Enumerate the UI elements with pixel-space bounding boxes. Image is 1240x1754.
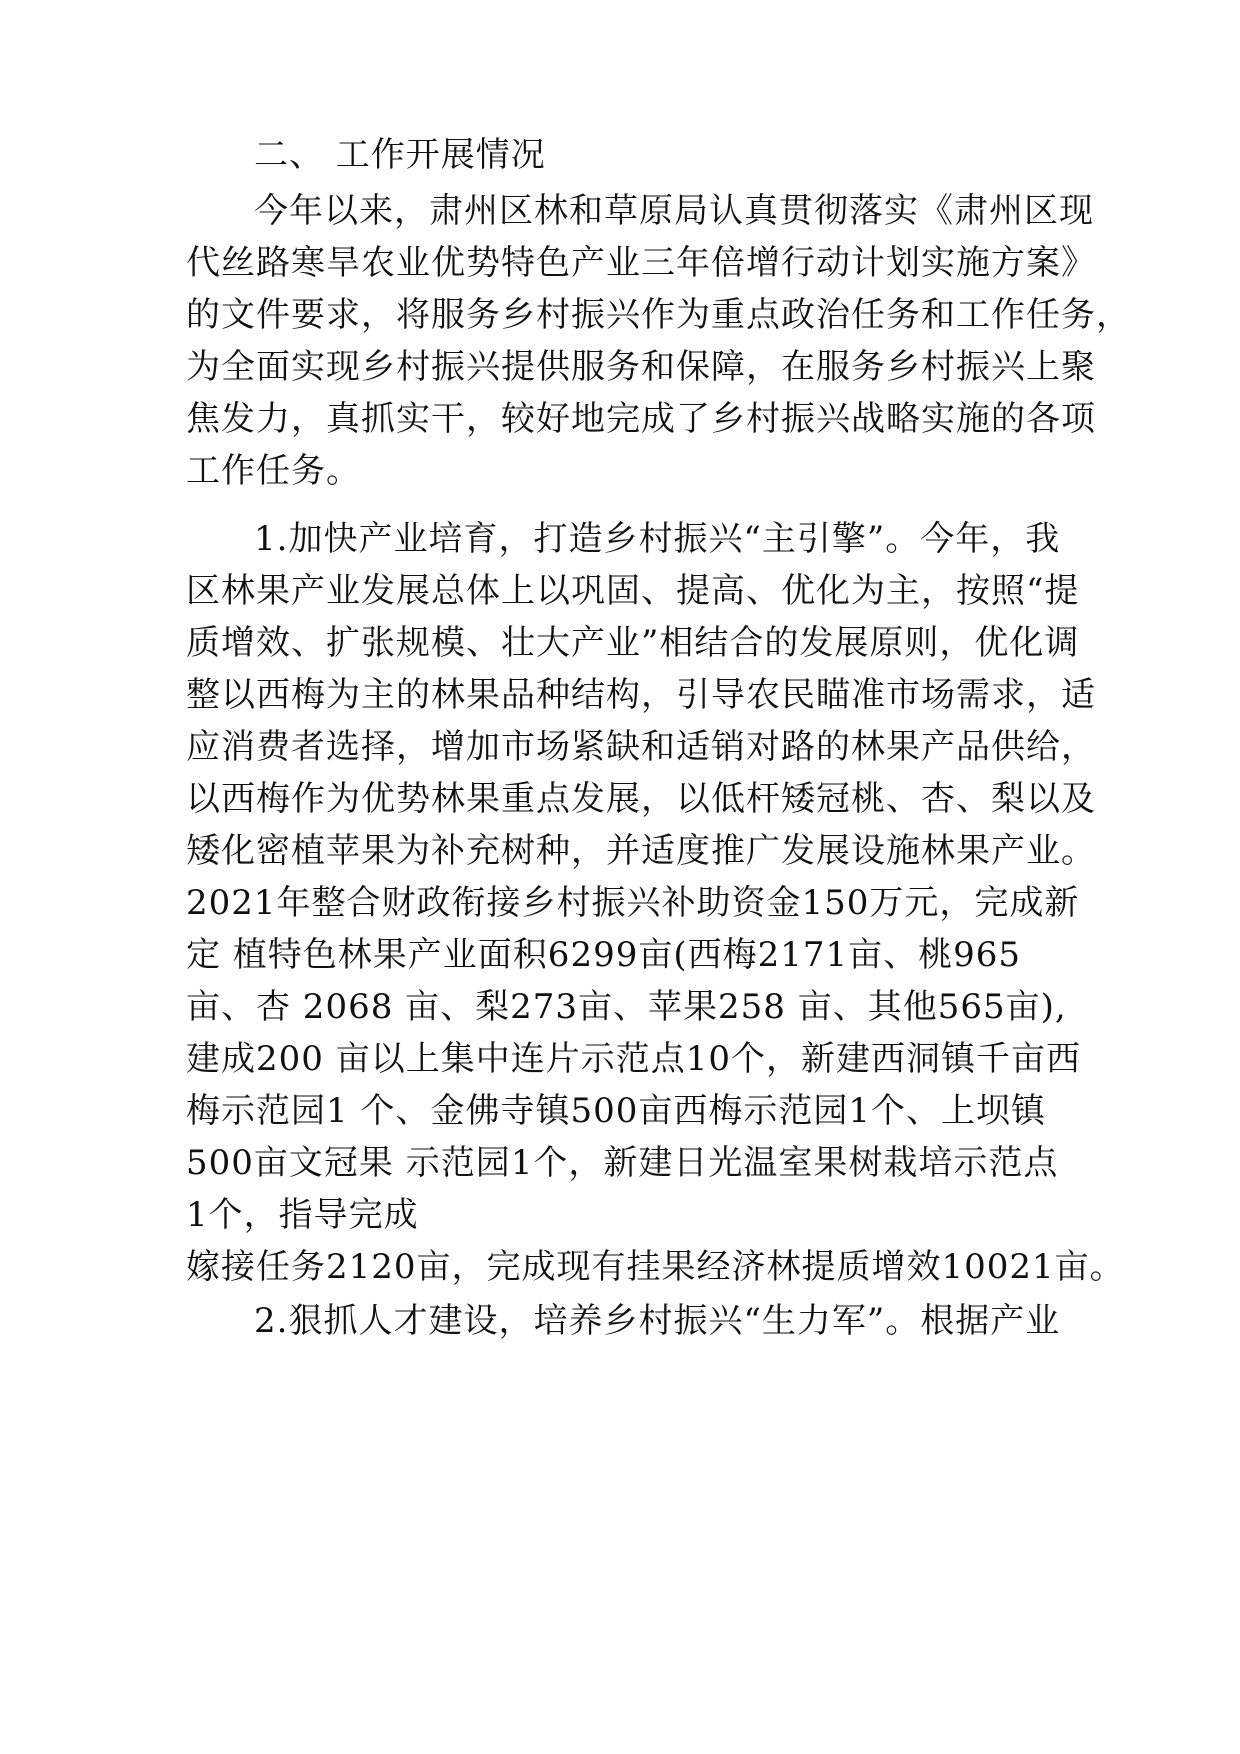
item1-line-13: 500亩文冠果 示范园1个，新建日光温室果树栽培示范点 (186, 1143, 1059, 1183)
intro-line-3: 的文件要求，将服务乡村振兴作为重点政治任务和工作任务， (186, 295, 1131, 335)
item1-line-14: 1个，指导完成 (186, 1195, 419, 1235)
item2-line-1: 2.狠抓人才建设，培养乡村振兴“生力军”。根据产业 (254, 1301, 1061, 1341)
item1-line-15: 嫁接任务2120亩，完成现有挂果经济林提质增效10021亩。 (186, 1247, 1125, 1287)
intro-line-5: 焦发力，真抓实干，较好地完成了乡村振兴战略实施的各项 (186, 399, 1096, 439)
item1-line-11: 建成200 亩以上集中连片示范点10个，新建西洞镇千亩西 (186, 1039, 1081, 1079)
item1-line-1: 1.加快产业培育，打造乡村振兴“主引擎”。今年，我 (254, 519, 1061, 559)
item1-line-7: 矮化密植苹果为补充树种，并适度推广发展设施林果产业。 (186, 831, 1096, 871)
intro-line-4: 为全面实现乡村振兴提供服务和保障，在服务乡村振兴上聚 (186, 347, 1096, 387)
item1-line-6: 以西梅作为优势林果重点发展，以低杆矮冠桃、杏、梨以及 (186, 779, 1096, 819)
item1-line-5: 应消费者选择，增加市场紧缺和适销对路的林果产品供给， (186, 727, 1096, 767)
intro-line-6: 工作任务。 (186, 451, 361, 491)
item1-line-12: 梅示范园1 个、金佛寺镇500亩西梅示范园1个、上坝镇 (186, 1091, 1046, 1131)
item1-line-4: 整以西梅为主的林果品种结构，引导农民瞄准市场需求，适 (186, 675, 1096, 715)
item1-line-8: 2021年整合财政衔接乡村振兴补助资金150万元，完成新 (186, 883, 1080, 923)
item1-line-2: 区林果产业发展总体上以巩固、提高、优化为主，按照“提 (186, 571, 1080, 611)
item1-line-10: 亩、杏 2068 亩、梨273亩、苹果258 亩、其他565亩), (186, 987, 1067, 1027)
intro-line-1: 今年以来，肃州区林和草原局认真贯彻落实《肃州区现 (254, 191, 1094, 231)
item1-line-3: 质增效、扩张规模、壮大产业”相结合的发展原则，优化调 (186, 623, 1080, 663)
item1-line-9: 定 植特色林果产业面积6299亩(西梅2171亩、桃965 (186, 935, 1022, 975)
intro-line-2: 代丝路寒旱农业优势特色产业三年倍增行动计划实施方案》 (186, 243, 1096, 283)
section-heading: 二、 工作开展情况 (254, 135, 546, 175)
